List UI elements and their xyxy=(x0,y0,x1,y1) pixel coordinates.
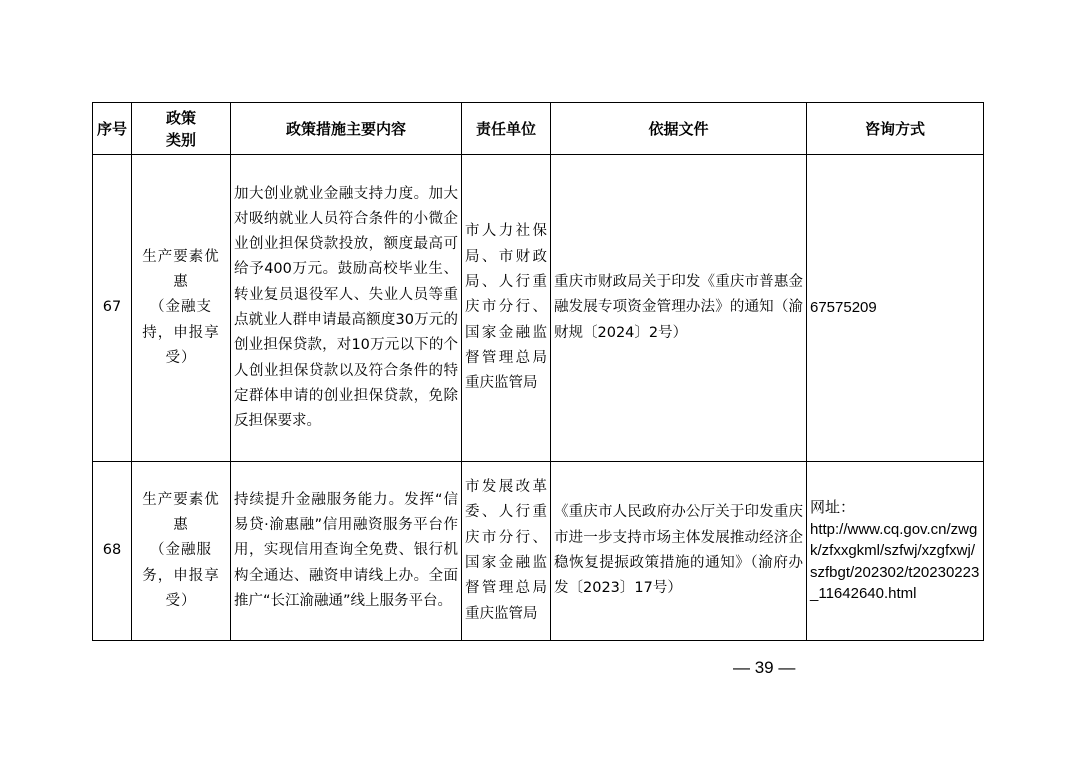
header-content: 政策措施主要内容 xyxy=(231,103,462,155)
row-contact: 67575209 xyxy=(807,155,984,462)
table-row xyxy=(93,462,984,641)
header-category: 政策 类别 xyxy=(132,103,231,155)
row-content: 加大创业就业金融支持力度。加大对吸纳就业人员符合条件的小微企业创业担保贷款投放，额度最高可给予400万元。鼓励高校毕业生、转业复员退役军人、失业人员等重点就业人群申请最高额度30万元的创业担保贷款，对10万元以下的个人创业担保贷款以及符合条件的特定群体申请的创业担保贷款，免除反担保要求。 xyxy=(231,155,462,462)
header-units: 责任单位 xyxy=(462,103,551,155)
row-number: 67 xyxy=(93,155,132,462)
row-units: 市发展改革委、人行重庆市分行、国家金融监督管理总局重庆监管局 xyxy=(462,462,551,641)
header-contact: 咨询方式 xyxy=(807,103,984,155)
row-number: 68 xyxy=(93,462,132,641)
row-content: 持续提升金融服务能力。发挥“信易贷·渝惠融”信用融资服务平台作用，实现信用查询全免费、银行机构全通达、融资申请线上办。全面推广“长江渝融通”线上服务平台。 xyxy=(231,462,462,641)
header-serial: 序号 xyxy=(93,103,132,155)
row-category: 生产要素优惠 （金融支持，申报享受） xyxy=(132,155,231,462)
header-basis: 依据文件 xyxy=(551,103,807,155)
row-basis: 《重庆市人民政府办公厅关于印发重庆市进一步支持市场主体发展推动经济企稳恢复提振政策措施的通知》（渝府办发〔2023〕17号） xyxy=(551,462,807,641)
contact-url-link[interactable]: http://www.cq.gov.cn/zwgk/zfxxgkml/szfwj/xzgfxwj/szfbgt/202302/t20230223_11642640.html xyxy=(810,520,980,603)
table-header-row xyxy=(93,103,984,155)
page-number: — 39 — xyxy=(733,658,796,677)
table-row xyxy=(93,155,984,462)
row-basis: 重庆市财政局关于印发《重庆市普惠金融发展专项资金管理办法》的通知（渝财规〔2024〕2号） xyxy=(551,155,807,462)
row-category: 生产要素优惠 （金融服务，申报享受） xyxy=(132,462,231,641)
row-contact xyxy=(807,462,984,641)
policy-table xyxy=(92,102,984,641)
row-units: 市人力社保局、市财政局、人行重庆市分行、国家金融监督管理总局重庆监管局 xyxy=(462,155,551,462)
contact-label: 网址： xyxy=(810,499,856,517)
